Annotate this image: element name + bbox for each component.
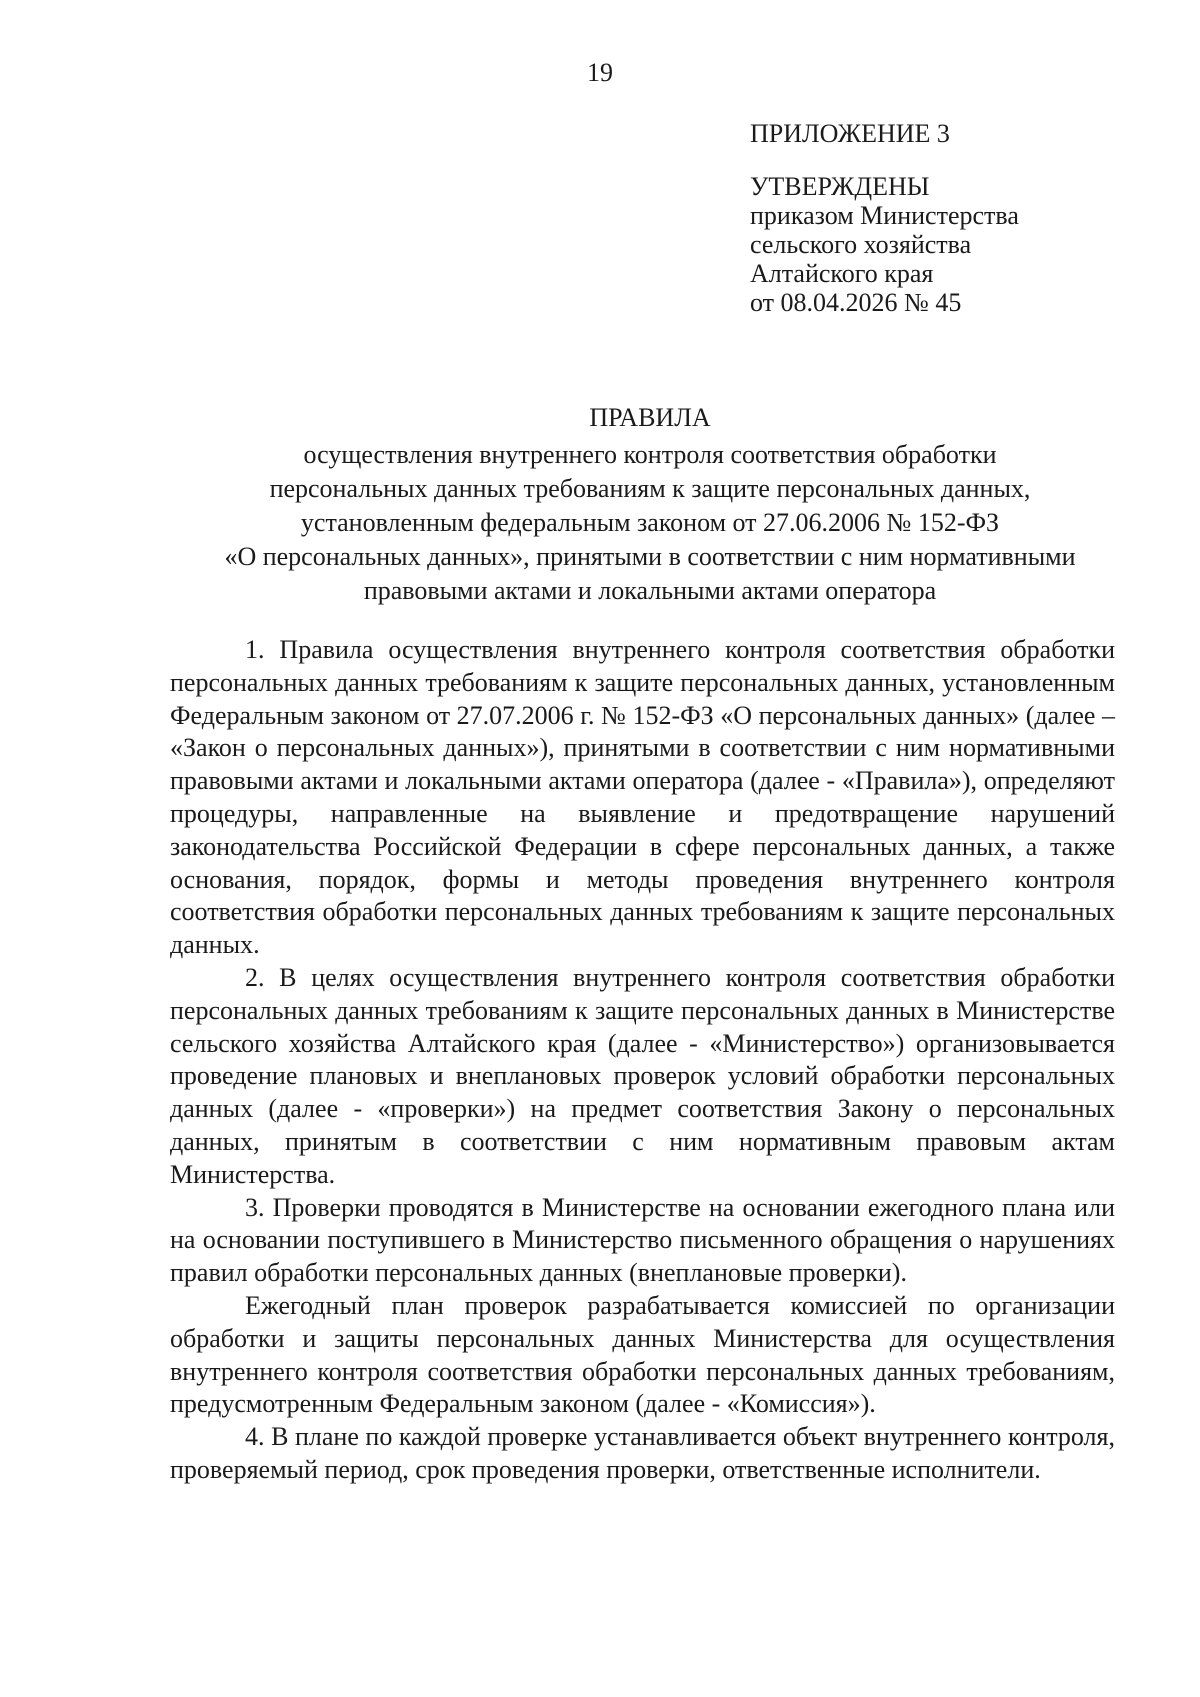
document-body [170, 634, 1115, 1487]
paragraph-3: 3. Проверки проводятся в Министерстве на основании ежегодного плана или на основании поступившего в Министерство письменного обращения о нарушениях правил обработки персональных данных (внеплановые проверки). [170, 1192, 1115, 1288]
paragraph-4: 4. В плане по каждой проверке устанавливается объект внутреннего контроля, проверяемый период, срок проведения проверки, ответственные исполнители. [170, 1422, 1115, 1484]
document-title: ПРАВИЛА [589, 403, 711, 432]
approval-line-3: Алтайского края [750, 259, 934, 288]
approval-line-1: приказом Министерства [750, 201, 1019, 230]
paragraph-1: 1. Правила осуществления внутреннего контроля соответствия обработки персональных данных требованиям к защите персональных данных, установленным Федеральным законом от 27.07.2006 г. № 152-ФЗ «О персональных данных» (далее – «Закон о персональных данных»), принятыми в соответствии с ним нормативными правовыми актами и локальными актами оператора (далее - «Правила»), определяют процедуры, направленные на выявление и предотвращение нарушений законодательства Российской Федерации в сфере персональных данных, а также основания, порядок, формы и методы проведения внутреннего контроля соответствия обработки персональных данных требованиям к защите персональных данных. [170, 635, 1115, 960]
document-title-block [150, 400, 1150, 608]
approval-stamp [750, 118, 1170, 317]
subtitle-line: осуществления внутреннего контроля соответствия обработки [303, 440, 997, 469]
paragraph-2: 2. В целях осуществления внутреннего контроля соответствия обработки персональных данных требованиям к защите персональных данных в Министерстве сельского хозяйства Алтайского края (далее - «Министерство») организовывается проведение плановых и внеплановых проверок условий обработки персональных данных (далее - «проверки») на предмет соответствия Закону о персональных данных, принятым в соответствии с ним нормативным правовым актам Министерства. [170, 962, 1115, 1189]
approval-line-2: сельского хозяйства [750, 230, 972, 259]
approved-label: УТВЕРЖДЕНЫ [750, 172, 930, 201]
subtitle-line: установленным федеральным законом от 27.06.2006 № 152-ФЗ [300, 508, 1000, 537]
page-number: 19 [587, 58, 613, 87]
approval-order-date: от 08.04.2026 № 45 [750, 288, 962, 317]
appendix-label: ПРИЛОЖЕНИЕ 3 [750, 119, 950, 148]
subtitle-line: персональных данных требованиям к защите персональных данных, [269, 474, 1031, 503]
subtitle-line: правовыми актами и локальными актами оператора [363, 576, 937, 605]
subtitle-line: «О персональных данных», принятыми в соответствии с ним нормативными [224, 542, 1076, 571]
paragraph-3-continued: Ежегодный план проверок разрабатывается комиссией по организации обработки и защиты персональных данных Министерства для осуществления внутреннего контроля соответствия обработки персональных данных требованиям, предусмотренным Федеральным законом (далее - «Комиссия»). [170, 1290, 1115, 1419]
